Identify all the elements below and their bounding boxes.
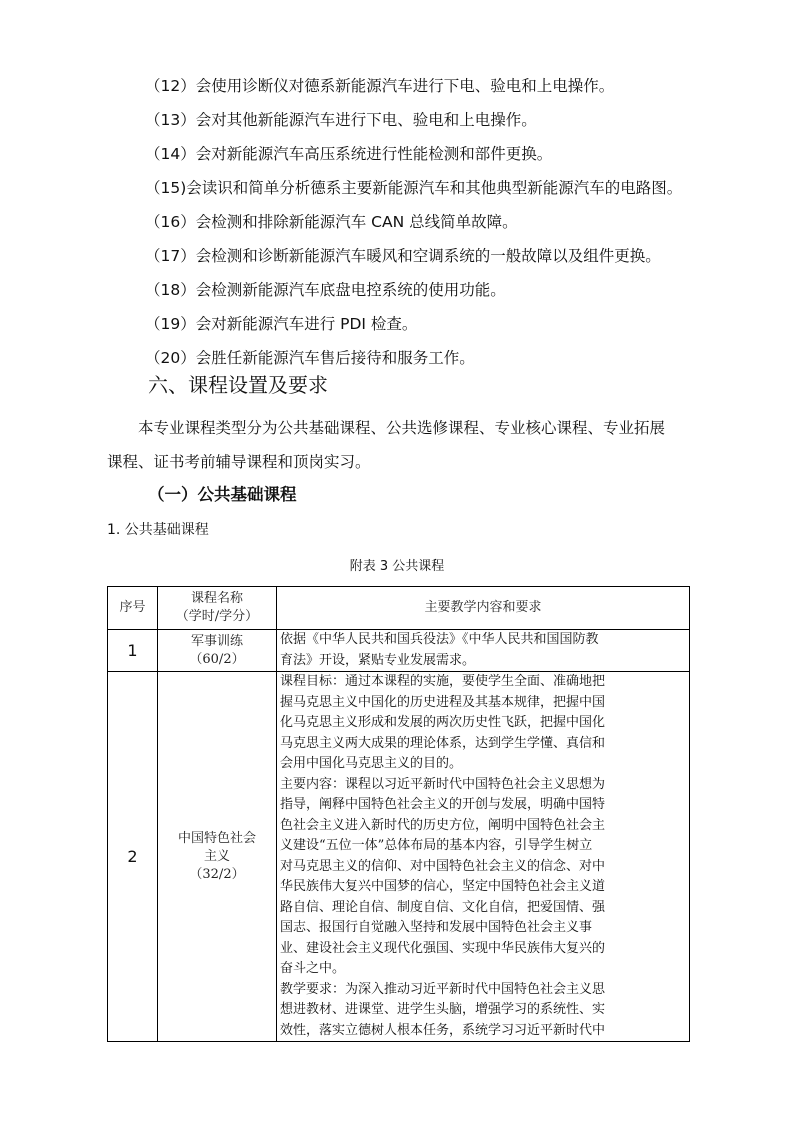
header-content: 主要教学内容和要求 — [277, 587, 690, 630]
requirement-item-19: （19）会对新能源汽车进行 PDI 检查。 — [145, 315, 418, 333]
course-name-line: （60/2） — [189, 651, 245, 667]
table-caption: 附表 3 公共课程 — [349, 559, 445, 574]
requirement-item-17: （17）会检测和诊断新能源汽车暖风和空调系统的一般故障以及组件更换。 — [145, 247, 661, 265]
header-course-name — [158, 587, 277, 630]
table-row — [108, 672, 690, 1042]
content-line: 育法》开设，紧贴专业发展需求。 — [280, 652, 476, 668]
requirement-item-14: （14）会对新能源汽车高压系统进行性能检测和部件更换。 — [145, 145, 553, 163]
content-line: 华民族伟大复兴中国梦的信心，坚定中国特色社会主义道 — [280, 879, 606, 894]
table-row — [108, 630, 690, 672]
public-course-table — [107, 586, 690, 1042]
content-line: 教学要求：为深入推动习近平新时代中国特色社会主义思 — [280, 981, 606, 997]
header-serial-no: 序号 — [108, 587, 158, 630]
row-content — [277, 672, 690, 1042]
intro-paragraph-line-2: 课程、证书考前辅导课程和顶岗实习。 — [107, 453, 371, 471]
row-serial-no: 1 — [108, 630, 158, 672]
requirement-item-12: （12）会使用诊断仪对德系新能源汽车进行下电、验电和上电操作。 — [145, 77, 615, 95]
course-name-line: 军事训练 — [190, 633, 243, 649]
content-line: 会用中国化马克思主义的目的。 — [280, 756, 463, 771]
content-line: 课程目标：通过本课程的实施，要使学生全面、准确地把 — [280, 674, 606, 689]
content-line: 色社会主义进入新时代的历史方位，阐明中国特色社会主 — [280, 817, 606, 833]
course-name-line: 主义 — [203, 848, 230, 864]
content-line: 奋斗之中。 — [280, 961, 346, 976]
content-line: 国志、报国行自觉融入坚持和发展中国特色社会主义事 — [280, 920, 593, 935]
content-line: 握马克思主义中国化的历史进程及其基本规律，把握中国 — [280, 694, 606, 710]
row-content — [277, 630, 690, 672]
content-line: 效性，落实立德树人根本任务，系统学习习近平新时代中 — [280, 1022, 606, 1038]
course-name-line: 中国特色社会 — [177, 830, 256, 846]
content-line: 指导，阐释中国特色社会主义的开创与发展，明确中国特 — [280, 797, 606, 812]
header-course-name-line-2: （学时/学分） — [175, 609, 259, 624]
table-header-row — [108, 587, 690, 630]
section-title: 六、课程设置及要求 — [148, 373, 328, 397]
row-serial-no: 2 — [108, 672, 158, 1042]
requirement-item-18: （18）会检测新能源汽车底盘电控系统的使用功能。 — [145, 281, 506, 299]
content-line: 义建设“五位一体”总体布局的基本内容，引导学生树立 — [280, 838, 593, 853]
requirement-item-15: （15)会读识和简单分析德系主要新能源汽车和其他典型新能源汽车的电路图。 — [145, 179, 683, 197]
requirement-item-16: （16）会检测和排除新能源汽车 CAN 总线简单故障。 — [145, 213, 518, 231]
course-name-line: （32/2） — [189, 866, 245, 882]
content-line: 化马克思主义形成和发展的两次历史性飞跃，把握中国化 — [280, 715, 606, 730]
content-line: 依据《中华人民共和国兵役法》《中华人民共和国国防教 — [280, 632, 599, 647]
content-line: 业、建设社会主义现代化强国、实现中华民族伟大复兴的 — [280, 940, 606, 956]
content-line: 路自信、理论自信、制度自信、文化自信，把爱国情、强 — [280, 899, 606, 915]
content-line: 主要内容：课程以习近平新时代中国特色社会主义思想为 — [280, 776, 606, 792]
numbered-heading: 1. 公共基础课程 — [107, 522, 209, 538]
intro-paragraph-line-1: 本专业课程类型分为公共基础课程、公共选修课程、专业核心课程、专业拓展 — [138, 419, 666, 437]
content-line: 对马克思主义的信仰、对中国特色社会主义的信念、对中 — [280, 858, 606, 874]
requirement-item-13: （13）会对其他新能源汽车进行下电、验电和上电操作。 — [145, 111, 537, 129]
content-line: 想进教材、进课堂、进学生头脑，增强学习的系统性、实 — [280, 1002, 606, 1017]
subsection-title: （一）公共基础课程 — [148, 485, 297, 504]
row-course-name — [158, 630, 277, 672]
content-line: 马克思主义两大成果的理论体系，达到学生学懂、真信和 — [280, 735, 606, 751]
requirement-item-20: （20）会胜任新能源汽车售后接待和服务工作。 — [145, 349, 475, 367]
header-course-name-line-1: 课程名称 — [190, 591, 243, 606]
row-course-name — [158, 672, 277, 1042]
